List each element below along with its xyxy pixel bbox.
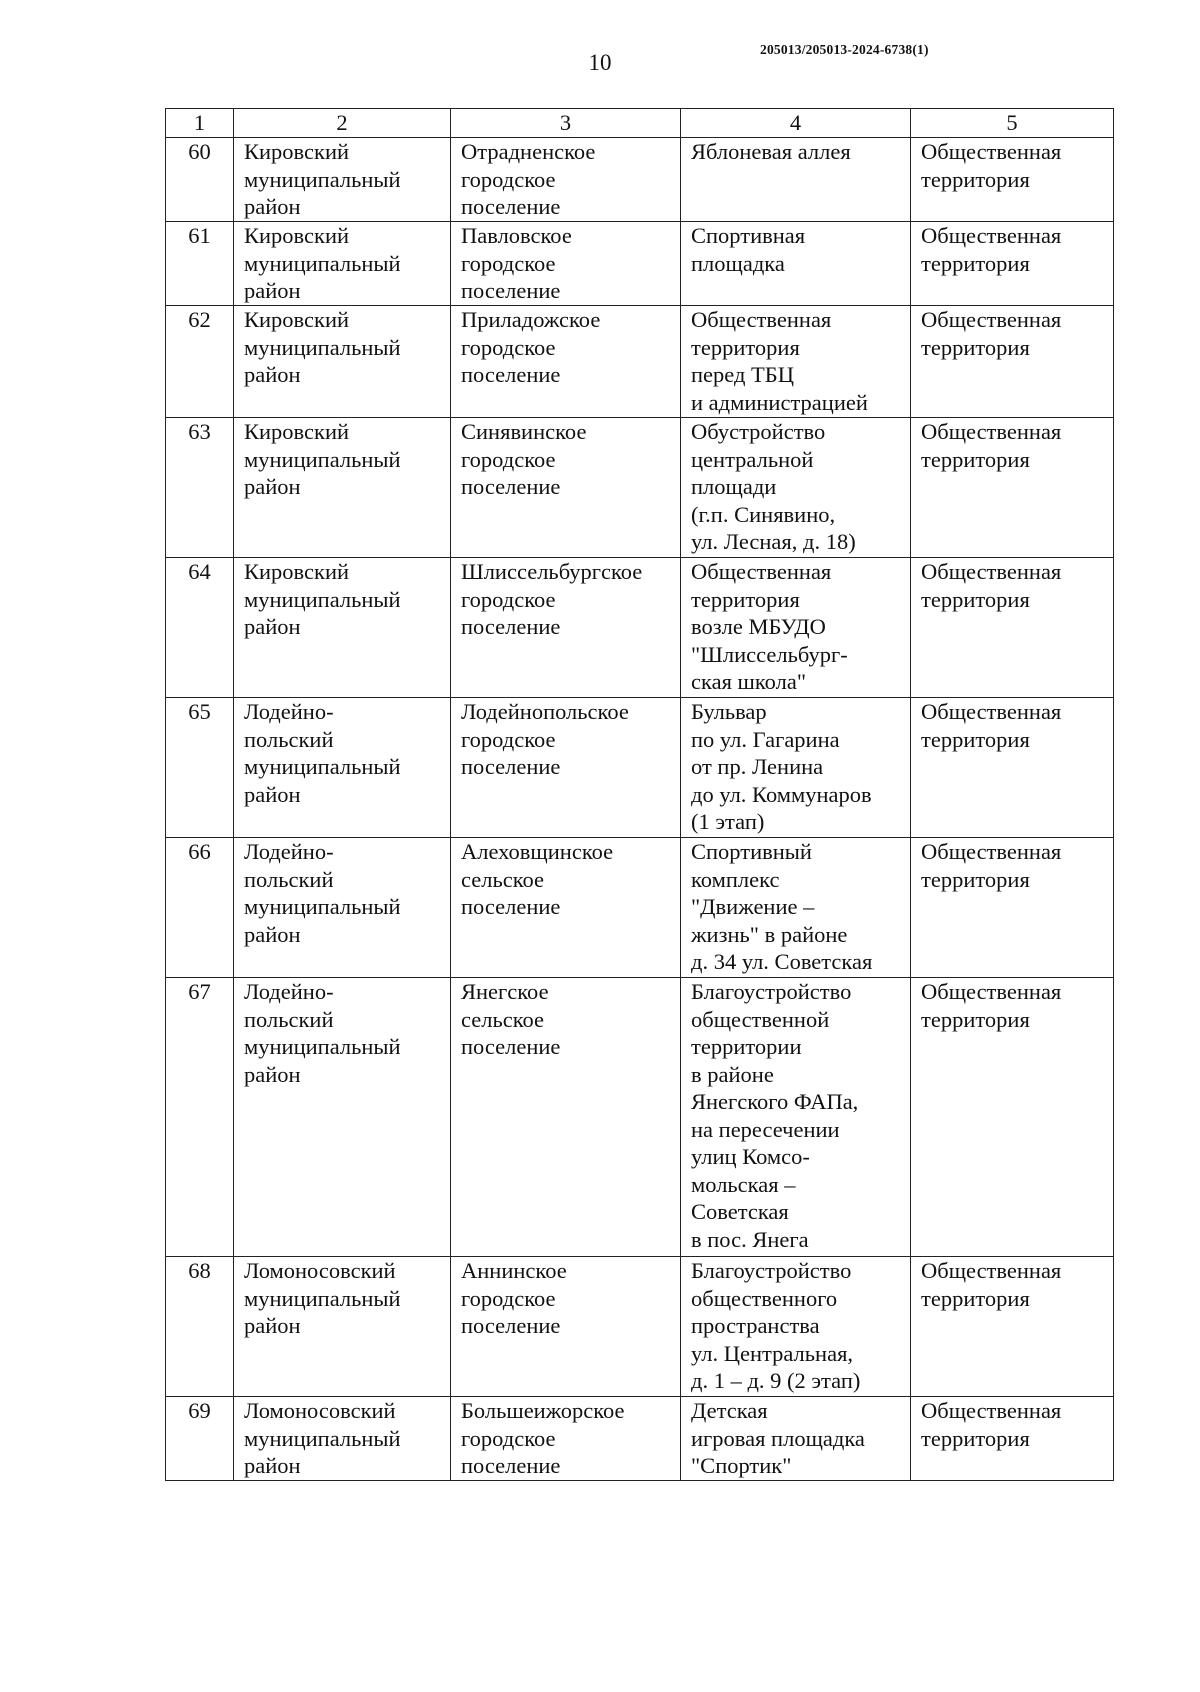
territory-type-cell: Общественная территория [911,222,1114,306]
row-number: 60 [166,138,234,222]
territory-type-cell: Общественная территория [911,978,1114,1257]
object-name-cell: Детская игровая площадка "Спортик" [681,1397,911,1481]
territory-type-cell: Общественная территория [911,698,1114,838]
object-name-cell: Общественная территория перед ТБЦ и администрацией [681,306,911,418]
district-cell: Кировский муниципальный район [234,222,451,306]
settlement-cell: Лодейнопольское городское поселение [451,698,681,838]
settlement-cell: Приладожское городское поселение [451,306,681,418]
header-cell: 4 [681,109,911,138]
row-number: 63 [166,418,234,558]
header-cell: 2 [234,109,451,138]
settlement-cell: Янегское сельское поселение [451,978,681,1257]
territory-type-cell: Общественная территория [911,1257,1114,1397]
table-row [166,1257,1114,1397]
object-name-cell: Спортивный комплекс "Движение – жизнь" в районе д. 34 ул. Советская [681,838,911,978]
table-row [166,838,1114,978]
table-row [166,1397,1114,1481]
settlement-cell: Отрадненское городское поселение [451,138,681,222]
district-cell: Лодейно- польский муниципальный район [234,978,451,1257]
table-row [166,138,1114,222]
territory-type-cell: Общественная территория [911,138,1114,222]
table-row [166,698,1114,838]
page-number: 10 [588,50,612,75]
object-name-cell: Общественная территория возле МБУДО "Шлиссельбург- ская школа" [681,558,911,698]
row-number: 69 [166,1397,234,1481]
district-cell: Кировский муниципальный район [234,306,451,418]
district-cell: Лодейно- польский муниципальный район [234,698,451,838]
district-cell: Ломоносовский муниципальный район [234,1257,451,1397]
territory-type-cell: Общественная территория [911,418,1114,558]
data-table [165,108,1114,1481]
table-row [166,306,1114,418]
district-cell: Кировский муниципальный район [234,558,451,698]
row-number: 65 [166,698,234,838]
row-number: 61 [166,222,234,306]
row-number: 66 [166,838,234,978]
header-cell: 5 [911,109,1114,138]
territory-type-cell: Общественная территория [911,1397,1114,1481]
row-number: 62 [166,306,234,418]
object-name-cell: Обустройство центральной площади (г.п. Синявино, ул. Лесная, д. 18) [681,418,911,558]
district-cell: Кировский муниципальный район [234,138,451,222]
object-name-cell: Бульвар по ул. Гагарина от пр. Ленина до ул. Коммунаров (1 этап) [681,698,911,838]
row-number: 67 [166,978,234,1257]
table-row [166,978,1114,1257]
object-name-cell: Благоустройство общественного пространства ул. Центральная, д. 1 – д. 9 (2 этап) [681,1257,911,1397]
district-cell: Ломоносовский муниципальный район [234,1397,451,1481]
territory-type-cell: Общественная территория [911,838,1114,978]
territory-type-cell: Общественная территория [911,558,1114,698]
settlement-cell: Большеижорское городское поселение [451,1397,681,1481]
district-cell: Кировский муниципальный район [234,418,451,558]
settlement-cell: Синявинское городское поселение [451,418,681,558]
header-cell: 3 [451,109,681,138]
table-header-row [166,109,1114,138]
territory-type-cell: Общественная территория [911,306,1114,418]
table-row [166,558,1114,698]
settlement-cell: Алеховщинское сельское поселение [451,838,681,978]
header-cell: 1 [166,109,234,138]
object-name-cell: Спортивная площадка [681,222,911,306]
table-row [166,222,1114,306]
district-cell: Лодейно- польский муниципальный район [234,838,451,978]
table-row [166,418,1114,558]
settlement-cell: Павловское городское поселение [451,222,681,306]
row-number: 68 [166,1257,234,1397]
document-reference: 205013/205013-2024-6738(1) [760,42,929,57]
object-name-cell: Яблоневая аллея [681,138,911,222]
settlement-cell: Шлиссельбургское городское поселение [451,558,681,698]
settlement-cell: Аннинское городское поселение [451,1257,681,1397]
object-name-cell: Благоустройство общественной территории в районе Янегского ФАПа, на пересечении улиц Комсо- мольская – Советская в пос. Янега [681,978,911,1257]
row-number: 64 [166,558,234,698]
